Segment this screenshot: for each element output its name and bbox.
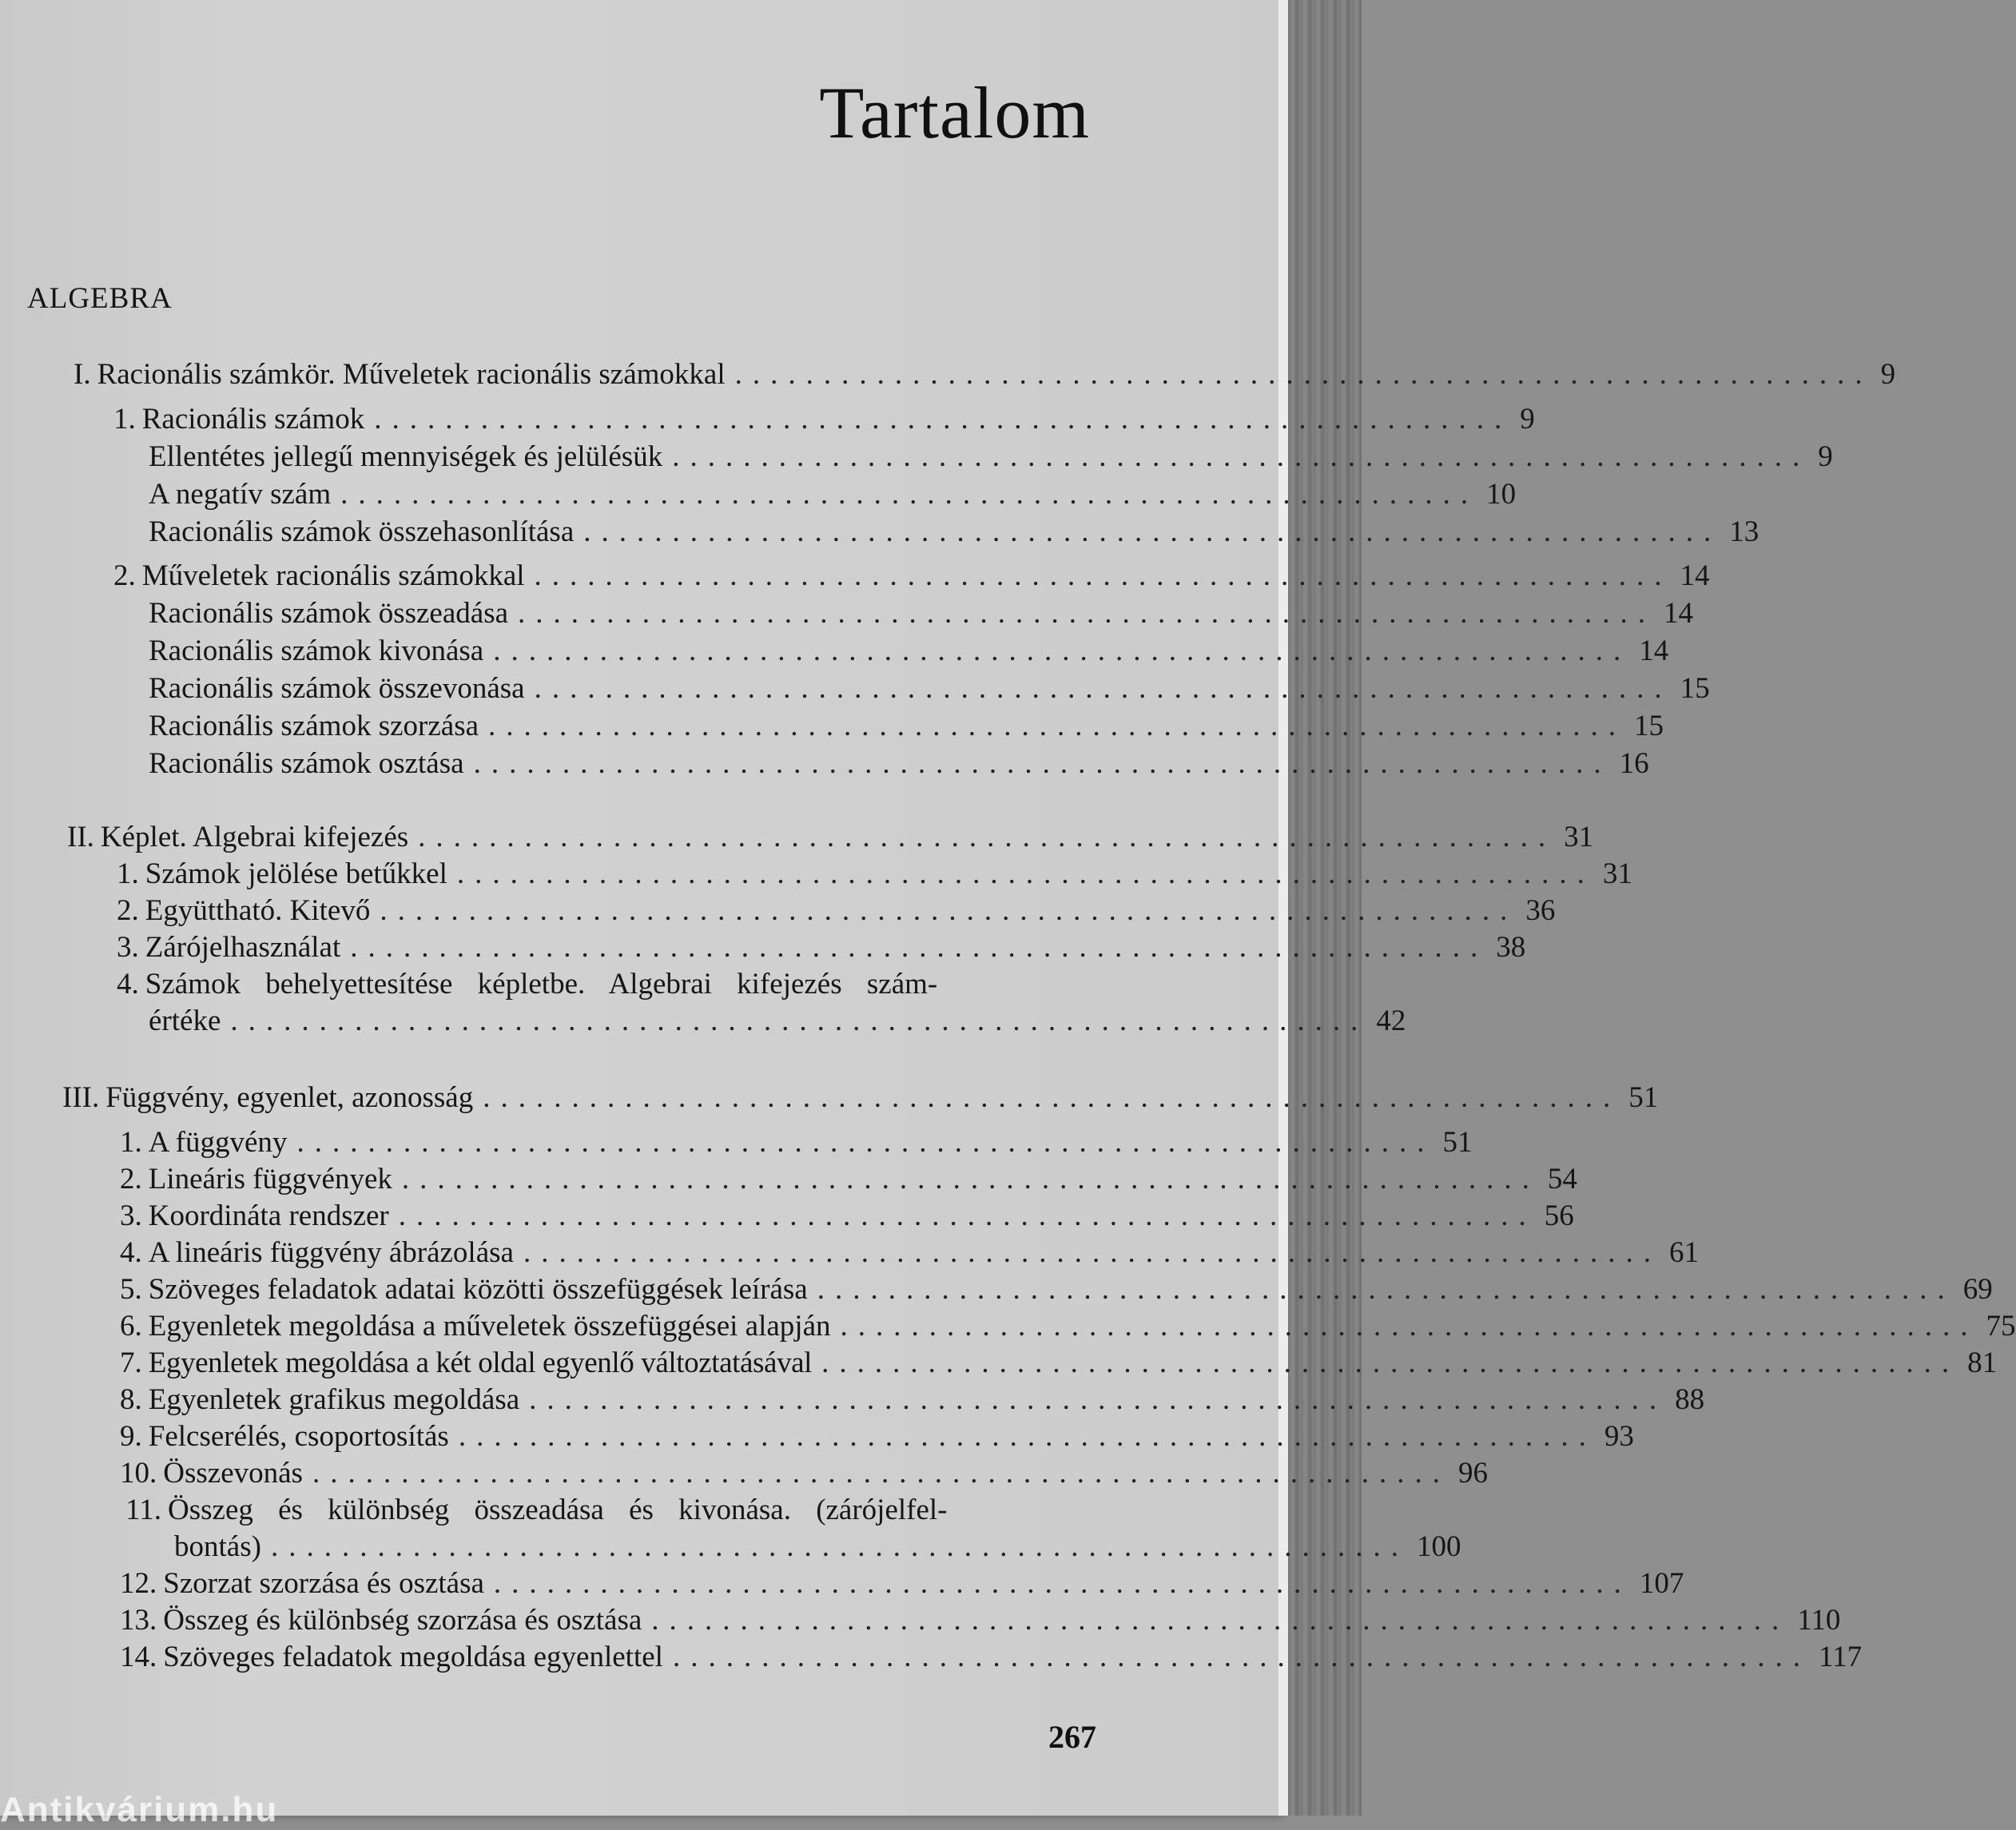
toc-section-3-7 <box>120 1346 1998 1381</box>
toc-page-number: 14 <box>1680 559 1710 592</box>
toc-section-number: 11. <box>125 1494 161 1526</box>
toc-chapter-2 <box>67 820 1594 855</box>
toc-section-3-3 <box>120 1199 1574 1234</box>
toc-chapter-1 <box>74 357 1896 392</box>
leader-dots: ................................................................ <box>534 559 1672 592</box>
toc-section-3-13 <box>120 1603 1841 1638</box>
toc-section-title: Összeg és különbség szorzása és osztása <box>163 1604 642 1637</box>
leader-dots: ................................................................ <box>418 821 1557 853</box>
leader-dots: ................................................................ <box>651 1604 1790 1637</box>
toc-section-title-continued: bontás) <box>174 1530 261 1563</box>
toc-subsection-title: Racionális számok kivonása <box>149 635 484 667</box>
toc-page-number: 42 <box>1376 1005 1406 1037</box>
toc-section-number: 2. <box>120 1163 142 1195</box>
toc-section-3-4 <box>120 1235 1699 1271</box>
toc-chapter-number: II. <box>67 821 94 853</box>
leader-dots: ................................................................ <box>672 440 1811 473</box>
toc-section-number: 1. <box>113 403 136 436</box>
toc-section-3-1 <box>120 1125 1473 1160</box>
leader-dots: ................................................................ <box>230 1005 1369 1037</box>
toc-page-number: 61 <box>1668 1236 1699 1269</box>
toc-section-number: 4. <box>117 968 139 1001</box>
toc-page-number: 9 <box>1818 440 1833 473</box>
toc-section-number: 1. <box>120 1126 142 1159</box>
leader-dots: ................................................................ <box>523 1236 1661 1269</box>
toc-section-number: 6. <box>120 1310 142 1343</box>
toc-section-title: Szöveges feladatok adatai közötti összefüggések leírása <box>148 1273 808 1306</box>
toc-page-number: 93 <box>1604 1420 1634 1453</box>
toc-page-number: 31 <box>1602 857 1632 890</box>
toc-page-number: 10 <box>1486 478 1517 511</box>
toc-section-2-1 <box>117 857 1632 892</box>
toc-section-title: Zárójelhasználat <box>145 931 341 964</box>
leader-dots: ................................................................ <box>493 635 1632 667</box>
leader-dots: ................................................................ <box>488 710 1627 742</box>
leader-dots: ................................................................ <box>672 1641 1811 1673</box>
toc-page-number: 51 <box>1442 1126 1473 1159</box>
toc-section-3-5 <box>120 1272 1993 1307</box>
toc-section-number: 8. <box>120 1383 142 1416</box>
leader-dots: ................................................................ <box>458 1420 1596 1453</box>
toc-page-number: 38 <box>1496 931 1526 964</box>
leader-dots: ................................................................ <box>374 403 1513 436</box>
toc-page-number: 9 <box>1520 403 1535 436</box>
toc-section-number: 9. <box>120 1420 142 1453</box>
leader-dots: ................................................................ <box>312 1457 1450 1490</box>
leader-dots: ................................................................ <box>493 1567 1632 1600</box>
toc-chapter-title: Képlet. Algebrai kifejezés <box>100 821 409 853</box>
toc-page-number: 56 <box>1544 1199 1574 1232</box>
toc-section-number: 4. <box>120 1236 142 1269</box>
toc-chapter-3 <box>62 1080 1659 1116</box>
toc-subsection <box>149 746 1649 782</box>
toc-subsection <box>149 671 1710 706</box>
toc-page-number: 9 <box>1880 358 1896 391</box>
toc-page-number: 110 <box>1797 1604 1841 1637</box>
toc-chapter-number: III. <box>62 1081 100 1114</box>
toc-section-number: 13. <box>120 1604 157 1637</box>
toc-section-2-3 <box>117 930 1526 965</box>
toc-section-title: Egyenletek megoldása a műveletek összefüggései alapján <box>148 1310 831 1343</box>
page-number: 267 <box>1048 1719 1096 1755</box>
toc-section-title: Szorzat szorzása és osztása <box>163 1567 484 1600</box>
toc-section-3-10 <box>120 1456 1488 1491</box>
page-title: Tartalom <box>819 72 1090 153</box>
leader-dots: ................................................................ <box>583 515 1722 548</box>
toc-section-title: A függvény <box>148 1126 288 1159</box>
toc-section-title: Lineáris függvények <box>148 1163 392 1195</box>
toc-section-number: 2. <box>117 894 139 927</box>
toc-section-3-11 <box>120 1493 1024 1528</box>
leader-dots: ................................................................ <box>401 1163 1540 1195</box>
leader-dots: ................................................................ <box>734 358 1873 391</box>
leader-dots: ................................................................ <box>380 894 1518 927</box>
toc-subsection-title: Racionális számok szorzása <box>149 710 479 742</box>
toc-section-1-1 <box>113 402 1535 437</box>
toc-section-number: 14. <box>120 1641 157 1673</box>
toc-section-title: Szöveges feladatok megoldása egyenlettel <box>163 1641 663 1673</box>
leader-dots: ................................................................ <box>483 1081 1621 1114</box>
toc-section-2-4 <box>117 967 1020 1002</box>
toc-subsection-title: Racionális számok összehasonlítása <box>149 515 575 548</box>
toc-page-number: 51 <box>1628 1081 1659 1114</box>
toc-page-number: 15 <box>1634 710 1664 742</box>
toc-subsection-title: Ellentétes jellegű mennyiségek és jelülésük <box>149 440 663 473</box>
toc-page-number: 117 <box>1818 1641 1863 1673</box>
toc-section-title: Racionális számok <box>141 403 365 436</box>
toc-page-number: 96 <box>1457 1457 1488 1490</box>
toc-section-title-continued: értéke <box>149 1005 221 1037</box>
toc-section-title: Összeg és különbség összeadása és kivonása. (zárójelfel- <box>168 1494 948 1526</box>
toc-section-3-2 <box>120 1162 1577 1197</box>
toc-section-number: 12. <box>120 1567 157 1600</box>
toc-section-number: 10. <box>120 1457 157 1490</box>
toc-section-title: Együttható. Kitevő <box>145 894 371 927</box>
toc-subsection <box>149 440 1833 475</box>
toc-section-3-14 <box>120 1640 1863 1675</box>
toc-page-number: 88 <box>1675 1383 1705 1416</box>
toc-section-number: 2. <box>113 559 136 592</box>
toc-page-number: 15 <box>1680 672 1710 705</box>
toc-section-title: Összevonás <box>163 1457 303 1490</box>
toc-section-3-11-continued <box>174 1530 1461 1565</box>
toc-section-3-6 <box>120 1309 2016 1344</box>
leader-dots: ................................................................ <box>840 1310 1978 1343</box>
toc-page-number: 81 <box>1967 1347 1998 1379</box>
toc-section-title: A lineáris függvény ábrázolása <box>148 1236 514 1269</box>
watermark: Antikvárium.hu <box>0 1790 279 1829</box>
toc-section-1-2 <box>113 559 1710 594</box>
toc-page-number: 13 <box>1729 515 1760 548</box>
leader-dots: ................................................................ <box>456 857 1595 890</box>
toc-subsection <box>149 709 1664 744</box>
toc-section-title: Egyenletek megoldása a két oldal egyenlő változtatásával <box>148 1347 813 1379</box>
toc-page-number: 14 <box>1639 635 1669 667</box>
toc-subsection-title: Racionális számok összeadása <box>149 597 509 630</box>
toc-section-title: Műveletek racionális számokkal <box>141 559 525 592</box>
toc-section-2-2 <box>117 893 1556 929</box>
toc-subsection-title: Racionális számok összevonása <box>149 672 525 705</box>
toc-subsection <box>149 596 1694 631</box>
toc-page-number: 14 <box>1664 597 1694 630</box>
toc-page-number: 69 <box>1962 1273 1993 1306</box>
leader-dots: ................................................................ <box>296 1126 1435 1159</box>
toc-section-number: 5. <box>120 1273 142 1306</box>
toc-page-number: 107 <box>1639 1567 1684 1600</box>
toc-subsection <box>149 515 1760 550</box>
toc-page-number: 16 <box>1619 747 1649 780</box>
toc-section-title: Számok jelölése betűkkel <box>145 857 447 890</box>
leader-dots: ................................................................ <box>534 672 1672 705</box>
leader-dots: ................................................................ <box>270 1530 1409 1563</box>
toc-chapter-number: I. <box>74 358 91 391</box>
leader-dots: ................................................................ <box>340 478 1479 511</box>
toc-subsection <box>149 477 1517 512</box>
toc-section-number: 3. <box>117 931 139 964</box>
toc-section-3-9 <box>120 1419 1634 1454</box>
toc-page-number: 54 <box>1547 1163 1577 1195</box>
toc-section-title: Számok behelyettesítése képletbe. Algebrai kifejezés szám- <box>145 968 938 1001</box>
toc-subsection-title: Racionális számok osztása <box>149 747 464 780</box>
leader-dots: ................................................................ <box>350 931 1489 964</box>
toc-subsection-title: A negatív szám <box>149 478 332 511</box>
toc-chapter-title: Racionális számkör. Műveletek racionális számokkal <box>97 358 726 391</box>
leader-dots: ................................................................ <box>817 1273 1955 1306</box>
toc-section-title: Felcserélés, csoportosítás <box>148 1420 449 1453</box>
part-heading: ALGEBRA <box>27 282 173 315</box>
toc-page-number: 31 <box>1564 821 1594 853</box>
leader-dots: ................................................................ <box>518 597 1656 630</box>
toc-section-number: 7. <box>120 1347 142 1379</box>
toc-section-2-4-continued <box>149 1004 1406 1039</box>
leader-dots: ................................................................ <box>529 1383 1668 1416</box>
toc-section-title: Egyenletek grafikus megoldása <box>148 1383 520 1416</box>
toc-subsection <box>149 634 1669 669</box>
toc-section-3-8 <box>120 1382 1705 1418</box>
toc-section-number: 1. <box>117 857 139 890</box>
toc-section-3-12 <box>120 1566 1684 1601</box>
toc-chapter-title: Függvény, egyenlet, azonosság <box>105 1081 474 1114</box>
leader-dots: ................................................................ <box>473 747 1612 780</box>
leader-dots: ................................................................ <box>398 1199 1537 1232</box>
toc-section-title: Koordináta rendszer <box>148 1199 389 1232</box>
toc-section-number: 3. <box>120 1199 142 1232</box>
toc-page-number: 100 <box>1416 1530 1461 1563</box>
toc-page-number: 75 <box>1986 1310 2016 1343</box>
leader-dots: ................................................................ <box>821 1347 1960 1379</box>
toc-page-number: 36 <box>1525 894 1556 927</box>
